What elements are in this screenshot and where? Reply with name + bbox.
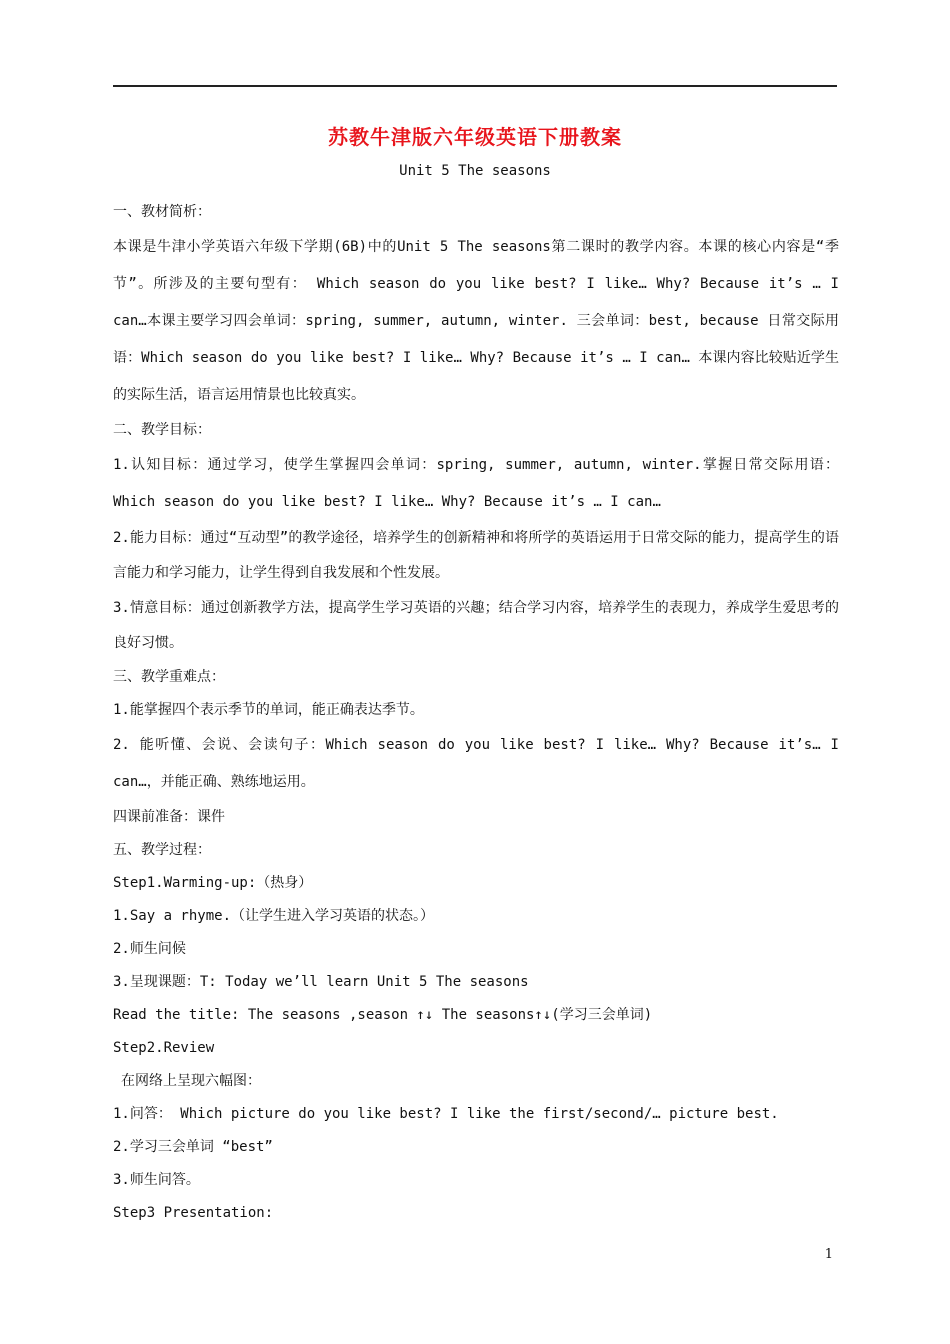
step1-item-1: 1.Say a rhyme.（让学生进入学习英语的状态。） <box>113 908 435 924</box>
section-heading-3: 三、教学重难点： <box>113 669 225 685</box>
step3-heading: Step3 Presentation: <box>113 1205 274 1221</box>
section-heading-4: 四课前准备：课件 <box>113 809 225 825</box>
step2-item-2: 2.学习三会单词 “best” <box>113 1139 273 1155</box>
objective-cognitive: 1.认知目标：通过学习，使学生掌握四会单词：spring, summer, autumn, winter.掌握日常交际用语：Which season do you like best? I like… Why? Because it’s … I can… <box>113 457 839 510</box>
key-point-2: 2. 能听懂、会说、会读句子：Which season do you like best? I like… Why? Because it’s… I can…，并能正确、熟练地运用。 <box>113 737 839 790</box>
step2-intro: 在网络上呈现六幅图： <box>121 1073 261 1089</box>
step1-heading: Step1.Warming-up:（热身） <box>113 875 313 891</box>
read-title-line: Read the title: The seasons ,season ↑↓ The seasons↑↓(学习三会单词) <box>113 1007 653 1023</box>
section-heading-5: 五、教学过程： <box>113 842 211 858</box>
document-body <box>113 196 839 1230</box>
key-point-1: 1.能掌握四个表示季节的单词，能正确表达季节。 <box>113 702 424 718</box>
objective-affective: 3.情意目标：通过创新教学方法，提高学生学习英语的兴趣；结合学习内容，培养学生的表现力，养成学生爱思考的良好习惯。 <box>113 600 839 651</box>
page-number: 1 <box>824 1247 833 1262</box>
step1-item-2: 2.师生问候 <box>113 941 186 957</box>
section1-paragraph: 本课是牛津小学英语六年级下学期(6B)中的Unit 5 The seasons第二课时的教学内容。本课的核心内容是“季节”。所涉及的主要句型有： Which season do you like best? I like… Why? Because it’s … I can…本课主要学习四会单词：spring, summer, autumn, winter. 三会单词：best, because 日常交际用语：Which season do you like best? I like… Why? Because it’s … I can… 本课内容比较贴近学生的实际生活，语言运用情景也比较真实。 <box>113 239 839 403</box>
document-subtitle: Unit 5 The seasons <box>399 163 551 179</box>
step1-item-3: 3.呈现课题：T: Today we’ll learn Unit 5 The seasons <box>113 974 529 990</box>
step2-item-1: 1.问答： Which picture do you like best? I like the first/second/… picture best. <box>113 1106 779 1122</box>
document-title: 苏教牛津版六年级英语下册教案 <box>328 125 622 149</box>
step2-heading: Step2.Review <box>113 1040 215 1056</box>
section-heading-2: 二、教学目标： <box>113 422 211 438</box>
objective-ability: 2.能力目标：通过“互动型”的教学途径，培养学生的创新精神和将所学的英语运用于日常交际的能力，提高学生的语言能力和学习能力，让学生得到自我发展和个性发展。 <box>113 530 839 581</box>
section-heading-1: 一、教材简析： <box>113 204 211 220</box>
header-rule <box>113 85 837 87</box>
step2-item-3: 3.师生问答。 <box>113 1172 200 1188</box>
